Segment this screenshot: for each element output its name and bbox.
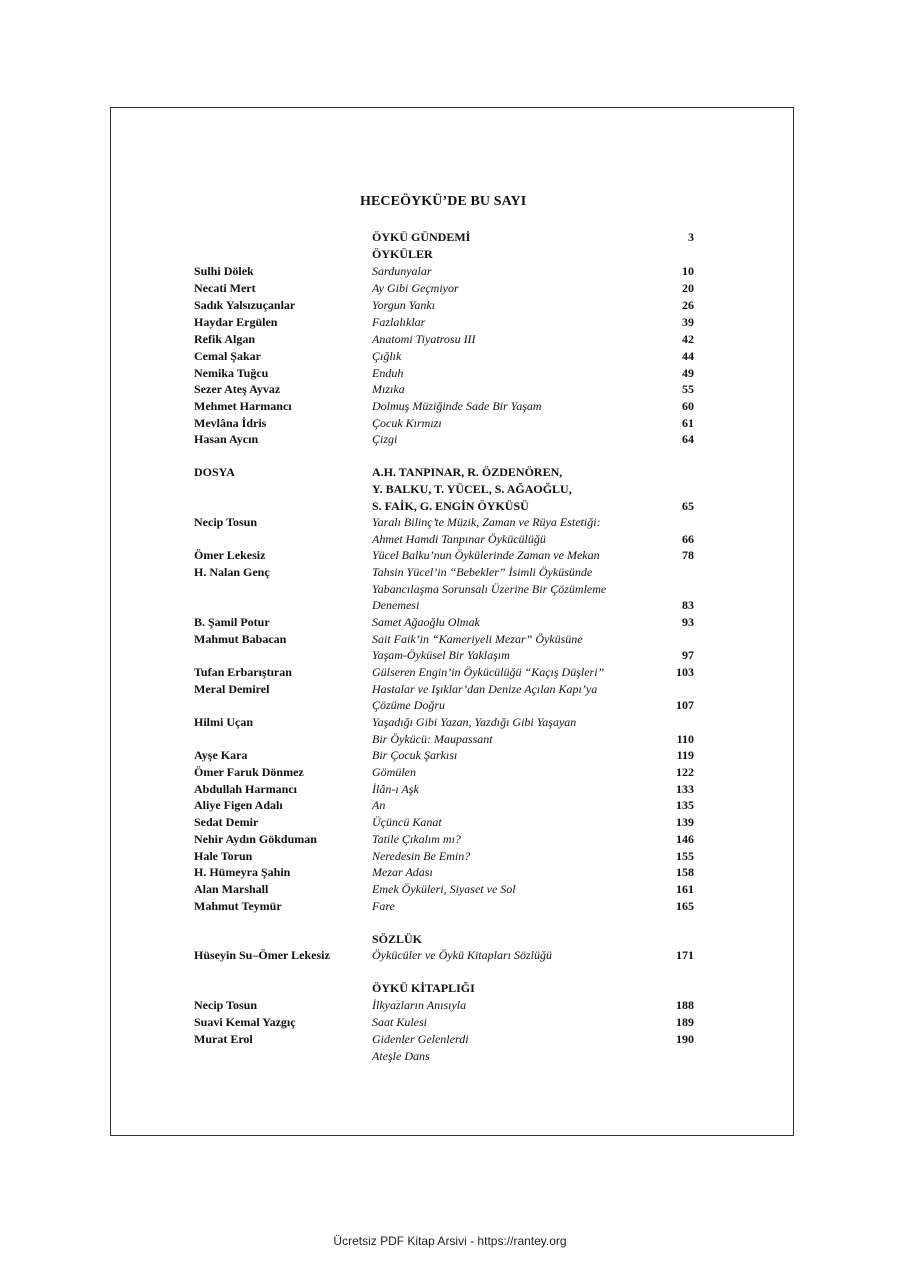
toc-author: Necip Tosun: [194, 998, 258, 1012]
toc-title: Yücel Balku’nun Öykülerinde Zaman ve Mekan: [372, 548, 600, 562]
toc-entry: [0, 864, 900, 881]
toc-page-number: 44: [682, 349, 694, 363]
toc-section-heading: ÖYKÜLER: [372, 247, 433, 261]
toc-title: Denemesi: [372, 598, 420, 612]
toc-author: Murat Erol: [194, 1032, 253, 1046]
toc-page-number: 155: [676, 849, 694, 863]
toc-author: Hasan Aycın: [194, 432, 259, 446]
toc-page-number: 171: [676, 948, 694, 962]
toc-entry: [0, 597, 900, 614]
toc-entry: [0, 664, 900, 681]
toc-author: Nemika Tuğcu: [194, 366, 269, 380]
toc-title: Emek Öyküleri, Siyaset ve Sol: [372, 882, 516, 896]
toc-entry: [0, 498, 900, 515]
toc-page-number: 83: [682, 598, 694, 612]
toc-title: Yabancılaşma Sorunsalı Üzerine Bir Çözümleme: [372, 582, 607, 596]
toc-section-heading: S. FAİK, G. ENGİN ÖYKÜSÜ: [372, 499, 529, 513]
toc-entry: [0, 848, 900, 865]
toc-page-number: 135: [676, 798, 694, 812]
toc-entry: [0, 1048, 900, 1065]
toc-author: Necip Tosun: [194, 515, 258, 529]
toc-author: Hale Torun: [194, 849, 253, 863]
toc-entry: [0, 331, 900, 348]
toc-page-number: 119: [676, 748, 694, 762]
toc-title: Yaşadığı Gibi Yazan, Yazdığı Gibi Yaşayan: [372, 715, 577, 729]
toc-entry: [0, 614, 900, 631]
toc-title: Fare: [372, 899, 395, 913]
toc-entry: [0, 714, 900, 731]
toc-page-number: 78: [682, 548, 694, 562]
toc-title: Yaralı Bilinç’te Müzik, Zaman ve Rüya Estetiği:: [372, 515, 601, 529]
toc-entry: [0, 381, 900, 398]
toc-page-number: 165: [676, 899, 694, 913]
toc-title: Anatomi Tiyatrosu III: [372, 332, 476, 346]
toc-entry: [0, 514, 900, 531]
toc-entry: [0, 314, 900, 331]
toc-page-number: 3: [688, 230, 694, 244]
toc-entry: [0, 547, 900, 564]
toc-page-number: 188: [676, 998, 694, 1012]
toc-author: Ömer Faruk Dönmez: [194, 765, 304, 779]
toc-author: Mevlâna İdris: [194, 416, 267, 430]
toc-entry: [0, 263, 900, 280]
toc-section-heading: Y. BALKU, T. YÜCEL, S. AĞAOĞLU,: [372, 482, 572, 496]
toc-section-heading: SÖZLÜK: [372, 932, 423, 946]
toc-entry: [0, 947, 900, 964]
toc-entry: [0, 980, 900, 997]
toc-title: Gidenler Gelenlerdi: [372, 1032, 469, 1046]
toc-page-number: 39: [682, 315, 694, 329]
toc-entry: [0, 398, 900, 415]
toc-title: Enduh: [372, 366, 404, 380]
toc-author: B. Şamil Potur: [194, 615, 270, 629]
toc-page-number: 158: [676, 865, 694, 879]
toc-entry: [0, 481, 900, 498]
toc-title: Ahmet Hamdi Tanpınar Öykücülüğü: [372, 532, 546, 546]
toc-title: Ateşle Dans: [372, 1049, 430, 1063]
toc-entry: [0, 297, 900, 314]
toc-title: Çözüme Doğru: [372, 698, 446, 712]
toc-author: Aliye Figen Adalı: [194, 798, 283, 812]
toc-page-number: 64: [682, 432, 694, 446]
toc-entry: [0, 415, 900, 432]
toc-author: Mahmut Babacan: [194, 632, 287, 646]
footer-text: Ücretsiz PDF Kitap Arsivi - https://rantey.org: [333, 1234, 567, 1248]
toc-title: Sait Faik’in “Kameriyeli Mezar” Öyküsüne: [372, 632, 583, 646]
toc-entry: [0, 246, 900, 263]
toc-entry: [0, 647, 900, 664]
toc-title: Çizgi: [372, 432, 398, 446]
toc-author: Abdullah Harmancı: [194, 782, 298, 796]
toc-author: Tufan Erbarıştıran: [194, 665, 292, 679]
toc-section-heading: ÖYKÜ KİTAPLIĞI: [372, 981, 475, 995]
toc-page-number: 65: [682, 499, 694, 513]
toc-title: Neredesin Be Emin?: [372, 849, 471, 863]
toc-author: Meral Demirel: [194, 682, 270, 696]
toc-title: Gömülen: [372, 765, 416, 779]
toc-entry: [0, 831, 900, 848]
toc-entry: [0, 229, 900, 246]
toc-entry: [0, 731, 900, 748]
toc-author: H. Hümeyra Şahin: [194, 865, 291, 879]
toc-title: Tahsin Yücel’in “Bebekler” İsimli Öyküsünde: [372, 565, 593, 579]
toc-title: Saat Kulesi: [372, 1015, 428, 1029]
toc-entry: [0, 697, 900, 714]
toc-entry: [0, 564, 900, 581]
toc-page-number: 189: [676, 1015, 694, 1029]
toc-title: Ay Gibi Geçmiyor: [372, 281, 459, 295]
toc-author: Sulhi Dölek: [194, 264, 254, 278]
toc-page-number: 122: [676, 765, 694, 779]
toc-page-number: 60: [682, 399, 694, 413]
toc-title: Gülseren Engin’in Öykücülüğü “Kaçış Düşleri”: [372, 665, 605, 679]
toc-page-number: 49: [682, 366, 694, 380]
toc-title: Bir Öykücü: Maupassant: [372, 732, 493, 746]
toc-author: Cemal Şakar: [194, 349, 261, 363]
toc-entry: [0, 997, 900, 1014]
toc-author: Sezer Ateş Ayvaz: [194, 382, 281, 396]
toc-entry: [0, 348, 900, 365]
page-title: HECEÖYKÜ’DE BU SAYI: [360, 194, 527, 209]
toc-entry: [0, 531, 900, 548]
toc-section-heading: A.H. TANPINAR, R. ÖZDENÖREN,: [372, 465, 563, 479]
toc-entry: [0, 280, 900, 297]
toc-page-number: 42: [682, 332, 694, 346]
toc-page-number: 139: [676, 815, 694, 829]
toc-title: Hastalar ve Işıklar’dan Denize Açılan Kapı’ya: [372, 682, 598, 696]
toc-page-number: 103: [676, 665, 694, 679]
toc-title: İlkyazların Anısıyla: [372, 998, 467, 1012]
toc-author: Mahmut Teymür: [194, 899, 282, 913]
toc-entry: [0, 781, 900, 798]
toc-title: An: [372, 798, 386, 812]
toc-title: Mızıka: [372, 382, 405, 396]
toc-entry: [0, 681, 900, 698]
toc-title: Sardunyalar: [372, 264, 432, 278]
toc-page-number: 146: [676, 832, 694, 846]
toc-author: Haydar Ergülen: [194, 315, 278, 329]
toc-page-number: 93: [682, 615, 694, 629]
toc-entry: [0, 881, 900, 898]
toc-title: Tatile Çıkalım mı?: [372, 832, 461, 846]
toc-page-number: 66: [682, 532, 694, 546]
toc-entry: [0, 764, 900, 781]
toc-author: Ayşe Kara: [194, 748, 248, 762]
toc-entry: [0, 814, 900, 831]
toc-title: Çocuk Kırmızı: [372, 416, 442, 430]
toc-author: Alan Marshall: [194, 882, 269, 896]
toc-title: Yorgun Yankı: [372, 298, 436, 312]
toc-entry: [0, 898, 900, 915]
toc-page-number: 97: [682, 648, 694, 662]
toc-title: Samet Ağaoğlu Olmak: [372, 615, 480, 629]
toc-author: Necati Mert: [194, 281, 256, 295]
toc-section-heading: ÖYKÜ GÜNDEMİ: [372, 230, 471, 244]
toc-entry: [0, 1031, 900, 1048]
toc-author: Sadık Yalsızuçanlar: [194, 298, 296, 312]
toc-page-number: 10: [682, 264, 694, 278]
toc-page-number: 110: [676, 732, 694, 746]
toc-author: Ömer Lekesiz: [194, 548, 266, 562]
toc-entry: [0, 931, 900, 948]
toc-entry: [0, 631, 900, 648]
toc-author: Nehir Aydın Gökduman: [194, 832, 317, 846]
toc-author: Sedat Demir: [194, 815, 259, 829]
toc-author: Hilmi Uçan: [194, 715, 253, 729]
toc-title: Öykücüler ve Öykü Kitapları Sözlüğü: [372, 948, 552, 962]
toc-entry: [0, 581, 900, 598]
toc-title: İlân-ı Aşk: [372, 782, 419, 796]
toc-title: Dolmuş Müziğinde Sade Bir Yaşam: [372, 399, 542, 413]
toc-page-number: 55: [682, 382, 694, 396]
toc-entry: [0, 797, 900, 814]
toc-title: Mezar Adası: [372, 865, 433, 879]
toc-author: Mehmet Harmancı: [194, 399, 292, 413]
toc-title: Çığlık: [372, 349, 402, 363]
toc-page-number: 190: [676, 1032, 694, 1046]
toc-page-number: 133: [676, 782, 694, 796]
toc-page-number: 26: [682, 298, 694, 312]
toc-entry: [0, 431, 900, 448]
toc-page-number: 61: [682, 416, 694, 430]
toc-author: H. Nalan Genç: [194, 565, 270, 579]
toc-entry: [0, 464, 900, 481]
toc-entry: [0, 1014, 900, 1031]
toc-author: Refik Algan: [194, 332, 256, 346]
toc-entry: [0, 365, 900, 382]
toc-title: Üçüncü Kanat: [372, 815, 442, 829]
toc-entry: [0, 747, 900, 764]
toc-author: Suavi Kemal Yazgıç: [194, 1015, 296, 1029]
toc-page-number: 20: [682, 281, 694, 295]
toc-page-number: 161: [676, 882, 694, 896]
toc-title: Bir Çocuk Şarkısı: [372, 748, 458, 762]
toc-author: Hüseyin Su–Ömer Lekesiz: [194, 948, 330, 962]
toc-page-number: 107: [676, 698, 694, 712]
toc-author: DOSYA: [194, 465, 235, 479]
toc-title: Fazlalıklar: [372, 315, 426, 329]
toc-title: Yaşam-Öyküsel Bir Yaklaşım: [372, 648, 510, 662]
